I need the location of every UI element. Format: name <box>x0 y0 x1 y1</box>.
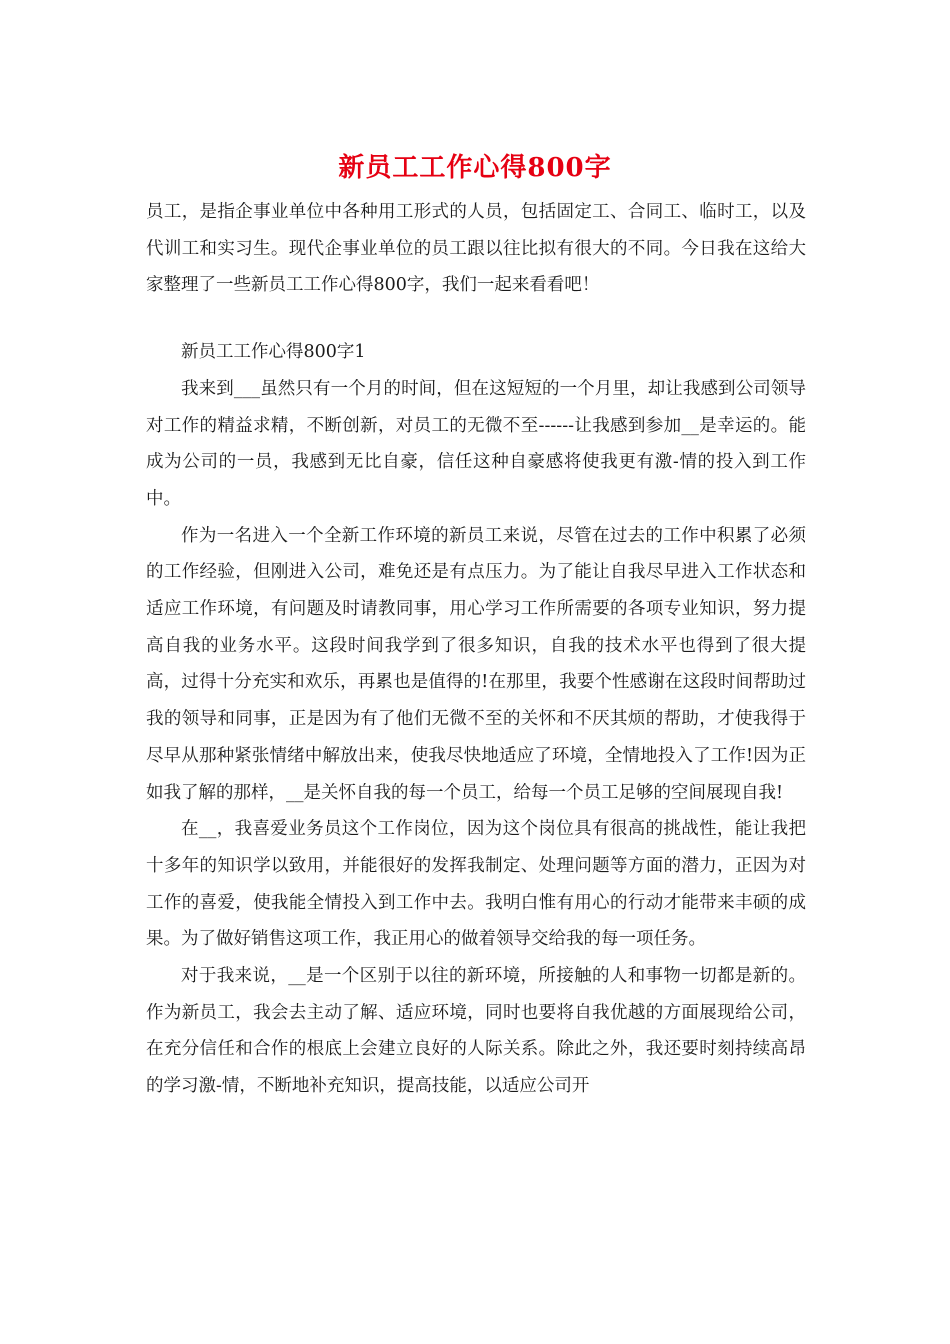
document-body <box>146 194 806 1105</box>
intro-paragraph: 员工，是指企事业单位中各种用工形式的人员，包括固定工、合同工、临时工，以及代训工和实习生。现代企事业单位的员工跟以往比拟有很大的不同。今日我在这给大家整理了一些新员工工作心得800字，我们一起来看看吧！ <box>146 202 806 296</box>
body-paragraph-1: 我来到___虽然只有一个月的时间，但在这短短的一个月里，却让我感到公司领导对工作的精益求精，不断创新，对员工的无微不至------让我感到参加__是幸运的。能成为公司的一员，我感到无比自豪，信任这种自豪感将使我更有激-情的投入到工作中。 <box>146 378 806 509</box>
body-paragraph-3: 在__，我喜爱业务员这个工作岗位，因为这个岗位具有很高的挑战性，能让我把十多年的知识学以致用，并能很好的发挥我制定、处理问题等方面的潜力，正因为对工作的喜爱，使我能全情投入到工作中去。我明白惟有用心的行动才能带来丰硕的成果。为了做好销售这项工作，我正用心的做着领导交给我的每一项任务。 <box>146 819 806 950</box>
paragraph-spacer <box>146 304 806 334</box>
document-title: 新员工工作心得800字 <box>338 153 612 183</box>
body-paragraph-4: 对于我来说，__是一个区别于以往的新环境，所接触的人和事物一切都是新的。作为新员工，我会去主动了解、适应环境，同时也要将自我优越的方面展现给公司，在充分信任和合作的根底上会建立良好的人际关系。除此之外，我还要时刻持续高昂的学习激-情，不断地补充知识，提高技能，以适应公司开 <box>146 966 806 1097</box>
body-paragraph-2: 作为一名进入一个全新工作环境的新员工来说，尽管在过去的工作中积累了必须的工作经验，但刚进入公司，难免还是有点压力。为了能让自我尽早进入工作状态和适应工作环境，有问题及时请教同事，用心学习工作所需要的各项专业知识，努力提高自我的业务水平。这段时间我学到了很多知识，自我的技术水平也得到了很大提高，过得十分充实和欢乐，再累也是值得的!在那里，我要个性感谢在这段时间帮助过我的领导和同事，正是因为有了他们无微不至的关怀和不厌其烦的帮助，才使我得于尽早从那种紧张情绪中解放出来，使我尽快地适应了环境，全情地投入了工作!因为正如我了解的那样，__是关怀自我的每一个员工，给每一个员工足够的空间展现自我! <box>146 525 806 803</box>
section-heading: 新员工工作心得800字1 <box>181 342 366 363</box>
